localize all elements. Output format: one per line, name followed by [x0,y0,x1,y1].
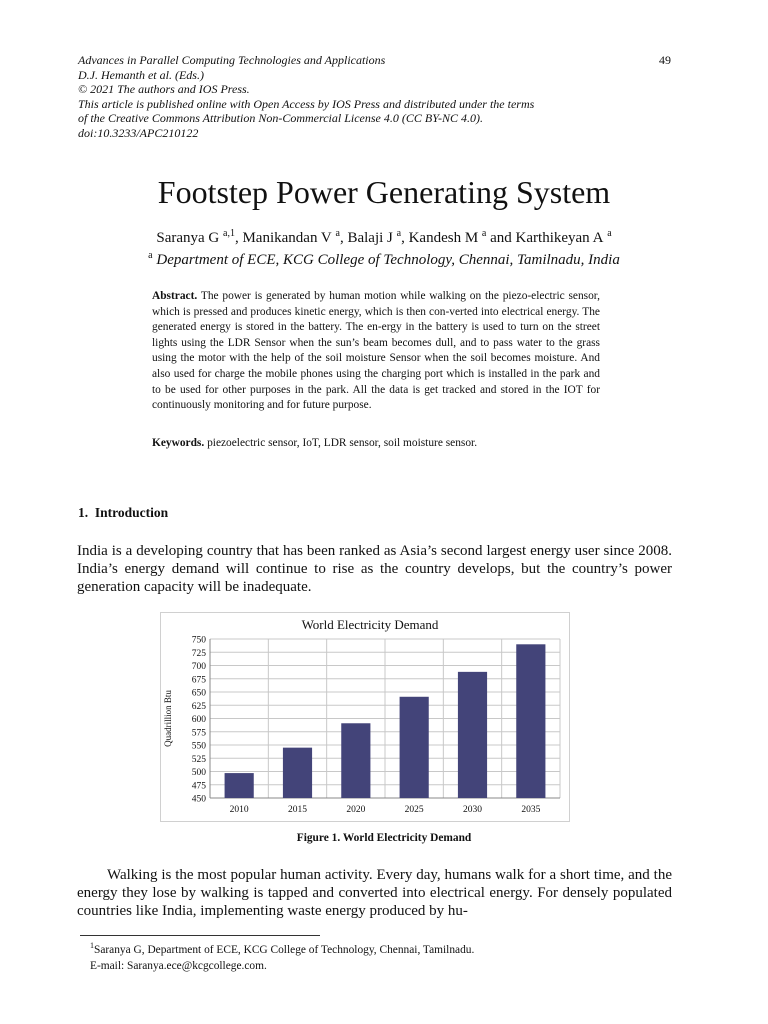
author-sup: a [481,228,487,239]
footnote-line [90,938,474,958]
y-tick-label: 500 [191,768,206,778]
section-title: Introduction [94,505,169,520]
x-tick-label: 2025 [404,805,424,815]
y-tick-label: 725 [191,648,206,659]
author-sup: a [396,228,402,239]
figure-chart [160,612,570,822]
running-header [78,53,678,141]
chart-bar [400,697,429,798]
y-axis-label: Quadrillion Btu [163,690,173,747]
chart-bar [458,672,487,798]
author-name: Kandesh M [408,230,479,246]
y-tick-label: 675 [191,675,206,686]
abstract-text: The power is generated by human motion while walking on the piezo-electric sensor, which is pressed and produces kinetic energy, which is then con-verted into electrical energy. The generated energy is stored in the battery. The en-ergy in the battery is used to turn on the street lights using the LDR Sensor when the sun’s beam becomes dull, and to pass water to the grass using the motor with the help of the soil moisture Sensor when the soil becomes moisture. And also used for charge the mobile phones using the charging port which is installed in the park and to be used for other purposes in the park. All the data is get tracked and stored in the IOT for continuously monitoring and for future purpose. [152,290,600,412]
chart-title: World Electricity Demand [301,617,439,632]
y-tick-label: 700 [191,662,206,672]
abstract-label: Abstract. [152,290,198,302]
footnote-rule [80,935,320,936]
page-number: 49 [659,53,671,67]
author-name: Manikandan V [242,230,332,246]
header-line: This article is published online with Open Access by IOS Press and distributed under the terms [78,96,535,111]
bar-chart [160,612,570,822]
author-sep: , [401,230,409,246]
author-name: Saranya G [156,230,220,246]
paper-title: Footstep Power Generating System [157,174,611,211]
chart-bar [516,644,545,798]
y-tick-label: 600 [191,715,206,725]
author-sep: , [234,230,243,246]
footnote [90,938,474,974]
abstract [152,289,600,414]
header-line: © 2021 The authors and IOS Press. [78,82,250,97]
chart-bar [225,773,254,798]
author-name: Balaji J [347,230,393,246]
author-sup: a [335,228,340,239]
header-line: doi:10.3233/APC210122 [78,125,199,140]
footnote-line [90,958,474,974]
author-sup: a [607,228,612,239]
section-number: 1. [78,505,89,520]
y-tick-label: 450 [191,794,206,805]
keywords [152,436,600,452]
x-tick-label: 2035 [521,805,541,815]
y-tick-label: 625 [191,701,206,712]
y-tick-label: 525 [191,754,206,765]
author-list [0,224,768,248]
y-tick-label: 750 [191,635,206,646]
chart-bar [283,748,312,798]
y-tick-label: 575 [191,728,206,739]
y-tick-label: 650 [191,688,206,699]
figure-caption: Figure 1. World Electricity Demand [296,832,472,844]
x-tick-label: 2010 [229,805,249,815]
author-name: Karthikeyan A [515,230,604,246]
x-tick-label: 2030 [463,805,482,815]
author-sep: and [486,230,516,246]
body-paragraph: India is a developing country that has been ranked as Asia’s second largest energy user since 2008. India’s energy demand will continue to rise as the country develops, but the country’s power generation capacity will be inadequate. [77,543,672,595]
keywords-text: piezoelectric sensor, IoT, LDR sensor, soil moisture sensor. [207,437,478,449]
footnote-text: Saranya G, Department of ECE, KCG College of Technology, Chennai, Tamilnadu. [94,943,475,956]
x-tick-label: 2015 [288,805,307,815]
header-line: Advances in Parallel Computing Technologies and Applications [78,53,386,67]
x-tick-label: 2020 [346,805,366,815]
section-heading [78,505,168,521]
chart-bar [341,723,370,798]
author-sup: a,1 [223,228,235,239]
y-tick-label: 475 [191,781,206,792]
affiliation-text: Department of ECE, KCG College of Technology, Chennai, Tamilnadu, India [156,252,620,268]
y-tick-label: 550 [191,741,206,752]
header-line: D.J. Hemanth et al. (Eds.) [78,67,204,82]
footnote-email: E-mail: Saranya.ece@kcgcollege.com. [90,959,267,972]
affiliation-sup: a [148,250,153,261]
author-sep: , [339,230,348,246]
header-line: of the Creative Commons Attribution Non-Commercial License 4.0 (CC BY-NC 4.0). [78,111,483,126]
affiliation [0,246,768,270]
keywords-label: Keywords. [152,437,205,449]
footnote-sup: 1 [90,941,94,950]
body-paragraph: Walking is the most popular human activity. Every day, humans walk for a short time, and the energy they lose by walking is tapped and converted into electrical energy. For densely populated countries like India, implementing waste energy produced by hu- [77,867,672,919]
